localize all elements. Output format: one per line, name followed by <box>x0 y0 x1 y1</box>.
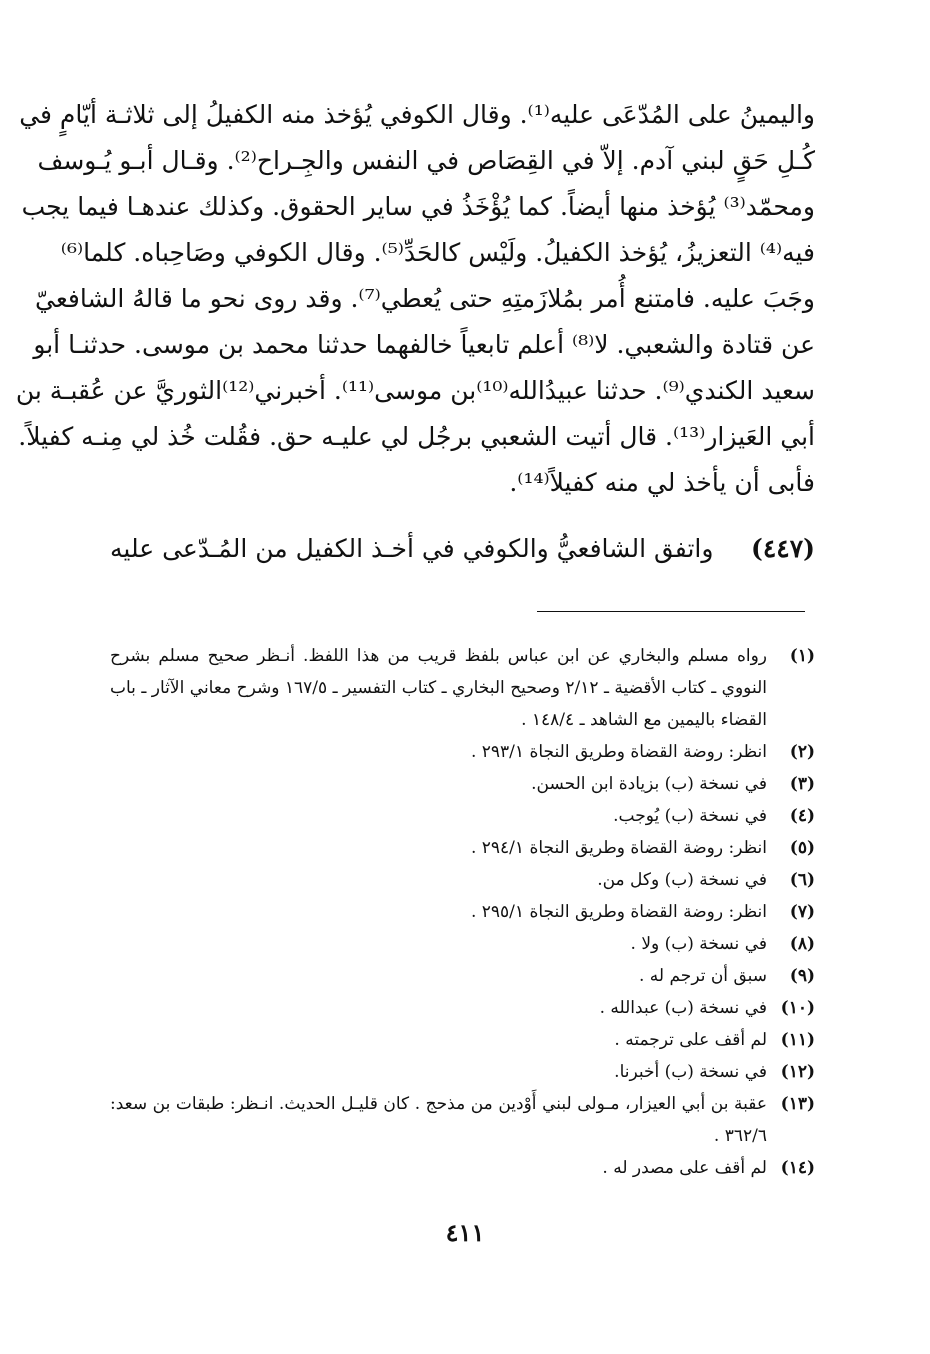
footnote-number: (٩) <box>789 966 815 986</box>
page-number: ٤١١ <box>445 1218 485 1247</box>
footnote <box>110 1024 815 1056</box>
footnote <box>110 1056 815 1088</box>
main-line: عن قتادة والشعبي. لا⁽⁸⁾ أعلم تابعياً خالفهما حدثنا محمد بن موسى. حدثنـا أبو <box>33 330 815 359</box>
footnote-text: في نسخة (ب) أخبرنا. <box>614 1062 767 1082</box>
footnote-text: رواه مسلم والبخاري عن ابن عباس بلفظ قريب من هذا اللفظ. أنـظر صحيح مسلم بشرح النووي ـ كتاب الأقضية ـ ٢/١٢ وصحيح البخاري ـ كتاب التفسير ـ ١٦٧/٥ وشرح معاني الآثار ـ باب القضاء باليمين مع الشاهد ـ ١٤٨/٤ . <box>110 646 767 730</box>
footnote <box>110 800 815 832</box>
footnote-number: (٨) <box>789 934 815 954</box>
main-line: سعيد الكندي⁽⁹⁾. حدثنا عبيدُالله⁽¹⁰⁾بن موسى⁽¹¹⁾. أخبرني⁽¹²⁾الثوريَّ عن عُقبـة بن <box>15 376 815 405</box>
footnote-number: (١) <box>789 646 815 666</box>
footnote-number: (١٢) <box>780 1062 815 1082</box>
footnote <box>110 960 815 992</box>
footnote-text: سبق أن ترجم له . <box>638 966 767 986</box>
footnote-text: في نسخة (ب) ولا . <box>630 934 767 954</box>
footnote-text: عقبة بن أبي العيزار، مـولى لبني أَوْدين من مذحج . كان قليـل الحديث. انـظر: طبقات بن سعد: ٣٦٢/٦ . <box>110 1094 767 1146</box>
footnote-number: (٢) <box>789 742 815 762</box>
footnote <box>110 736 815 768</box>
footnote <box>110 1152 815 1184</box>
main-line: واليمينُ على المُدّعَى عليه⁽¹⁾. وقال الكوفي يُؤخذ منه الكفيلُ إلى ثلاثـة أيّامٍ في <box>19 100 815 129</box>
main-line: كُـلِ حَقٍ لبني آدم. إلاّ في القِصَاص في النفس والجِـراح⁽²⁾. وقـال أبـو يُـوسف <box>37 146 815 175</box>
footnote-number: (٥) <box>789 838 815 858</box>
footnote <box>110 768 815 800</box>
footnote-text: في نسخة (ب) يُوجب. <box>613 806 767 826</box>
main-line: فأبى أن يأخذ لي منه كفيلاً⁽¹⁴⁾. <box>509 468 815 497</box>
footnote <box>110 928 815 960</box>
footnote-number: (١٤) <box>780 1158 815 1178</box>
footnote <box>110 992 815 1024</box>
footnote <box>110 896 815 928</box>
footnote <box>110 640 815 736</box>
footnote-number: (٤) <box>789 806 815 826</box>
footnote <box>110 864 815 896</box>
footnote-number: (٧) <box>789 902 815 922</box>
main-line: أبي العَيزار⁽¹³⁾. قال أتيت الشعبي برجُل لي عليـه حق. فقُلت خُذ لي مِنـه كفيلاً. <box>18 422 815 451</box>
footnote-number: (١١) <box>780 1030 815 1050</box>
footnote-text: لم أقف على ترجمته . <box>614 1030 767 1050</box>
main-text <box>15 92 815 506</box>
section-number: (٤٤٧) <box>751 534 815 563</box>
footnote-divider <box>537 611 805 612</box>
footnote-text: في نسخة (ب) عبدالله . <box>599 998 767 1018</box>
footnote-text: انظر: روضة القضاة وطريق النجاة ٢٩٤/١ . <box>470 838 767 858</box>
footnote-text: انظر: روضة القضاة وطريق النجاة ٢٩٣/١ . <box>470 742 767 762</box>
footnote-text: انظر: روضة القضاة وطريق النجاة ٢٩٥/١ . <box>470 902 767 922</box>
footnote-number: (١٣) <box>780 1094 815 1114</box>
footnote-number: (٦) <box>789 870 815 890</box>
section-heading <box>110 526 815 572</box>
footnote-number: (١٠) <box>780 998 815 1018</box>
footnotes <box>110 640 815 1184</box>
main-line: فيه⁽⁴⁾ التعزيزُ، يُؤخذ الكفيلُ. ولَيْس كالحَدِّ⁽⁵⁾. وقال الكوفي وصَاحِباه. كلما⁽⁶⁾ <box>60 238 815 267</box>
footnote-text: في نسخة (ب) وكل من. <box>597 870 767 890</box>
footnote-text: لم أقف على مصدر له . <box>602 1158 767 1178</box>
section-heading-text: واتفق الشافعيُّ والكوفي في أخـذ الكفيل من المُـدّعى عليه <box>110 534 714 563</box>
footnote-number: (٣) <box>789 774 815 794</box>
footnote <box>110 1088 815 1152</box>
footnote <box>110 832 815 864</box>
footnote-text: في نسخة (ب) بزيادة ابن الحسن. <box>531 774 767 794</box>
main-line: ومحمّد⁽³⁾ يُؤخذ منها أيضاً. كما يُؤْخَذُ في ساير الحقوق. وكذلك عندهـا فيما يجب <box>21 192 815 221</box>
main-line: وجَبَ عليه. فامتنع أُمر بمُلازَمتِهِ حتى يُعطي⁽⁷⁾. وقد روى نحو ما قالهُ الشافعيّ <box>34 284 815 313</box>
